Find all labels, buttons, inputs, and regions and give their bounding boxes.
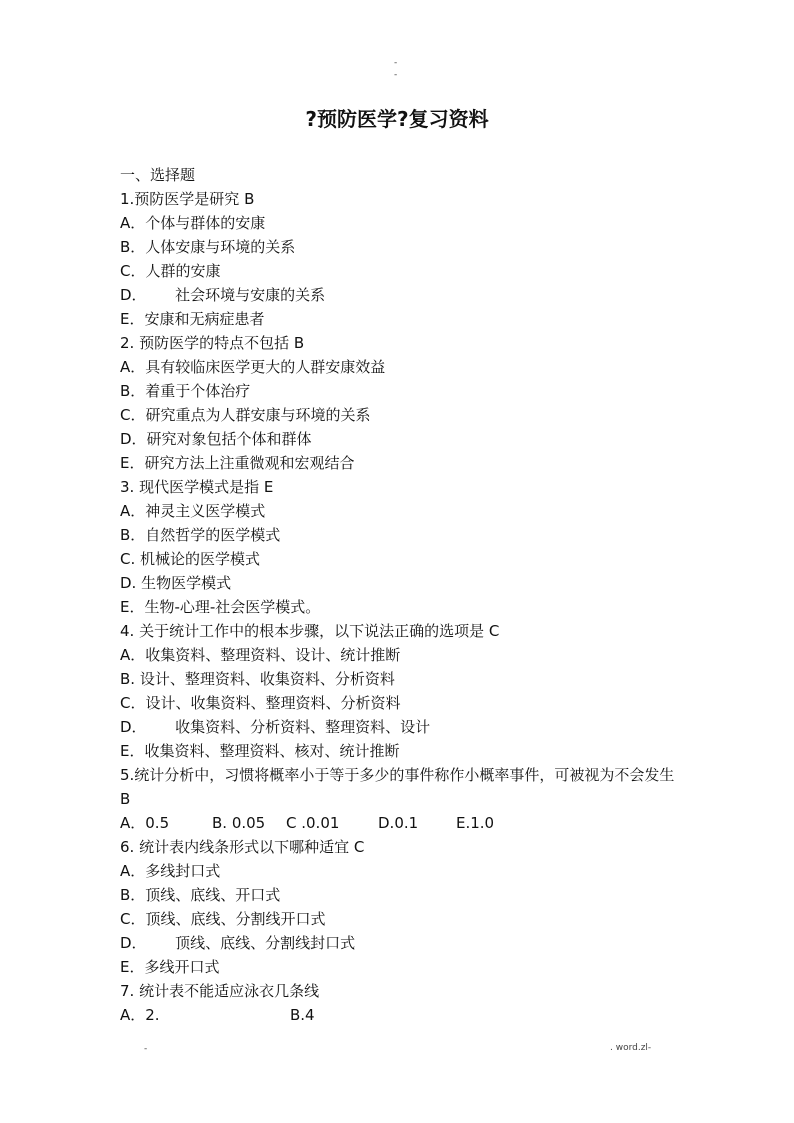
line-25: 5.统计分析中，习惯将概率小于等于多少的事件称作小概率事件，可被视为不会发生 B: [120, 766, 675, 808]
q7-option-a: A．2.: [120, 1006, 160, 1024]
line-19: 4. 关于统计工作中的根本步骤，以下说法正确的选项是 C: [120, 622, 500, 640]
q5-option-b: B. 0.05: [212, 814, 266, 832]
q7-options: [120, 1003, 680, 1027]
q5-option-c: C .0.01: [286, 814, 340, 832]
line-21: B. 设计、整理资料、收集资料、分析资料: [120, 670, 395, 688]
line-18: E．生物-心理-社会医学模式。: [120, 598, 321, 616]
line-28: B．顶线、底线、开口式: [120, 886, 281, 904]
line-17: D. 生物医学模式: [120, 574, 232, 592]
line-23: D． 收集资料、分析资料、整理资料、设计: [120, 718, 431, 736]
line-7: 2. 预防医学的特点不包括 B: [120, 334, 305, 352]
line-11: D．研究对象包括个体和群体: [120, 430, 312, 448]
document-content: [120, 163, 680, 1027]
footer-right-text: . word.zl-: [610, 1043, 652, 1053]
line-4: C．人群的安康: [120, 262, 221, 280]
q5-options: [120, 811, 680, 835]
q5-option-d: D.0.1: [378, 814, 419, 832]
line-15: B．自然哲学的医学模式: [120, 526, 281, 544]
q7-option-b: B.4: [290, 1006, 315, 1024]
section-heading: 一、选择题: [120, 166, 196, 184]
q5-option-e: E.1.0: [456, 814, 495, 832]
line-27: A．多线封口式: [120, 862, 221, 880]
line-10: C．研究重点为人群安康与环境的关系: [120, 406, 371, 424]
line-16: C. 机械论的医学模式: [120, 550, 261, 568]
header-mark-2: -: [394, 70, 398, 80]
line-5: D． 社会环境与安康的关系: [120, 286, 326, 304]
line-8: A．具有较临床医学更大的人群安康效益: [120, 358, 386, 376]
line-31: E．多线开口式: [120, 958, 220, 976]
header-mark-1: -: [394, 58, 398, 68]
line-32: 7. 统计表不能适应泳衣几条线: [120, 982, 320, 1000]
document-title: ?预防医学?复习资料: [305, 107, 489, 131]
line-9: B．着重于个体治疗: [120, 382, 251, 400]
line-2: A．个体与群体的安康: [120, 214, 266, 232]
line-6: E．安康和无病症患者: [120, 310, 265, 328]
line-14: A．神灵主义医学模式: [120, 502, 266, 520]
line-24: E．收集资料、整理资料、核对、统计推断: [120, 742, 400, 760]
line-13: 3. 现代医学模式是指 E: [120, 478, 274, 496]
line-3: B．人体安康与环境的关系: [120, 238, 296, 256]
line-29: C．顶线、底线、分割线开口式: [120, 910, 326, 928]
line-30: D． 顶线、底线、分割线封口式: [120, 934, 356, 952]
line-26: 6. 统计表内线条形式以下哪种适宜 C: [120, 838, 365, 856]
line-22: C．设计、收集资料、整理资料、分析资料: [120, 694, 401, 712]
line-20: A．收集资料、整理资料、设计、统计推断: [120, 646, 401, 664]
footer-left-mark: -: [144, 1044, 148, 1054]
line-1: 1.预防医学是研究 B: [120, 190, 255, 208]
q5-option-a: A．0.5: [120, 814, 170, 832]
line-12: E．研究方法上注重微观和宏观结合: [120, 454, 355, 472]
